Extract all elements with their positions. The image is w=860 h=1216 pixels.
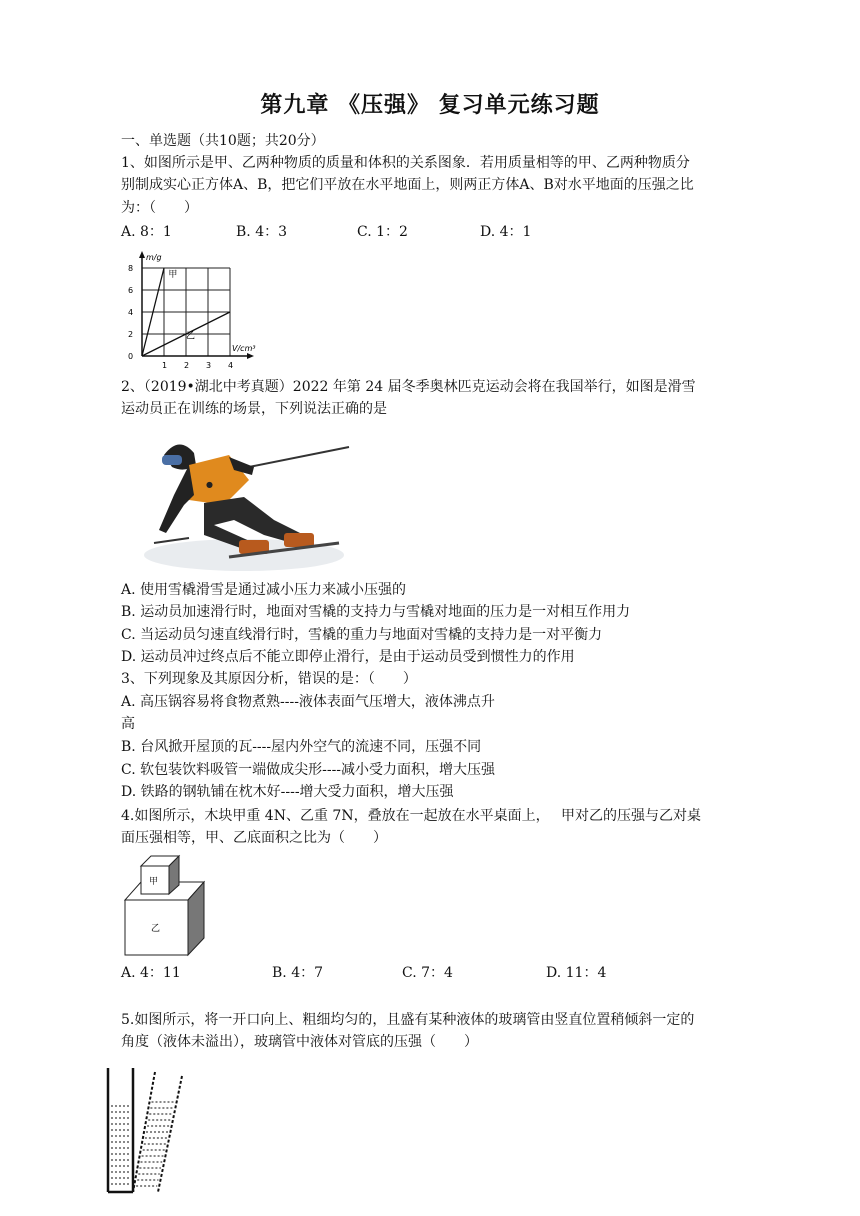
q3-option-a: A. 高压锅容易将食物煮熟----液体表面气压增大，液体沸点升: [121, 694, 495, 710]
q4-option-b: B. 4：7: [272, 965, 324, 981]
q2-option-c: C. 当运动员匀速直线滑行时，雪橇的重力与地面对雪橇的支持力是一对平衡力: [121, 627, 603, 643]
q1-option-c: C. 1：2: [357, 224, 408, 240]
arm-left: [159, 465, 194, 533]
tube-tilted-right-wall: [158, 1076, 182, 1192]
q2-option-d: D. 运动员冲过终点后不能立即停止滑行，是由于运动员受到惯性力的作用: [121, 649, 575, 665]
x-axis-arrow: [247, 353, 254, 359]
liquid-tilted: [136, 1102, 175, 1186]
q2-line-1: 2、（2019•湖北中考真题）2022 年第 24 届冬季奥林匹克运动会将在我国举行，如图是滑雪: [121, 379, 696, 395]
x-tick-label: 4: [228, 361, 234, 370]
q1-option-b: B. 4：3: [236, 224, 288, 240]
q4-line-1: 4.如图所示，木块甲重 4N、乙重 7N，叠放在一起放在水平桌面上， 甲对乙的压强与乙对桌: [121, 808, 702, 824]
q2-line-2: 运动员正在训练的场景，下列说法正确的是: [121, 401, 387, 417]
q4-option-d: D. 11：4: [546, 965, 607, 981]
y-tick-label: 0: [128, 352, 134, 361]
q3-option-c: C. 软包装饮料吸管一端做成尖形----减小受力面积，增大压强: [121, 762, 496, 778]
y-tick-label: 8: [128, 264, 134, 273]
y-axis-arrow: [139, 251, 145, 258]
x-axis-label: V/cm³: [232, 344, 256, 353]
series-label-0: 甲: [168, 269, 178, 280]
skier-image: [134, 425, 354, 575]
y-tick-label: 4: [128, 308, 134, 317]
mass-volume-graph: [118, 248, 268, 373]
q1-option-a: A. 8：1: [121, 224, 172, 240]
block-jia-label: 甲: [149, 877, 159, 887]
page-title: 第九章 《压强》 复习单元练习题: [260, 93, 600, 118]
bib-mark: ●: [206, 480, 213, 489]
q2-option-a: A. 使用雪橇滑雪是通过减小压力来减小压强的: [121, 582, 407, 598]
q5-line-2: 角度（液体未溢出），玻璃管中液体对管底的压强（ ）: [121, 1034, 478, 1050]
section-heading: 一、单选题（共10题；共20分）: [121, 133, 325, 149]
q1-line-2: 别制成实心正方体A、B，把它们平放在水平地面上，则两正方体A、B对水平地面的压强之比: [121, 177, 694, 193]
y-tick-label: 2: [128, 330, 134, 339]
q1-option-d: D. 4：1: [480, 224, 532, 240]
y-tick-label: 6: [128, 286, 134, 295]
q4-option-c: C. 7：4: [402, 965, 453, 981]
q5-line-1: 5.如图所示，将一开口向上、粗细均匀的，且盛有某种液体的玻璃管由竖直位置稍倾斜一定的: [121, 1012, 695, 1028]
series-label-1: 乙: [186, 331, 196, 342]
x-tick-label: 3: [206, 361, 212, 370]
liquid-vertical: [111, 1106, 131, 1184]
glass-tubes-figure: [100, 1062, 200, 1197]
q1-line-3: 为：（ ）: [121, 200, 198, 216]
q1-line-1: 1、如图所示是甲、乙两种物质的质量和体积的关系图象．若用质量相等的甲、乙两种物质分: [121, 155, 690, 171]
q3-option-a-cont: 高: [121, 716, 135, 732]
q4-line-2: 面压强相等，甲、乙底面积之比为（ ）: [121, 830, 387, 846]
q3-option-b: B. 台风掀开屋顶的瓦----屋内外空气的流速不同，压强不同: [121, 739, 482, 755]
block-yi-label: 乙: [151, 924, 161, 934]
q2-option-b: B. 运动员加速滑行时，地面对雪橇的支持力与雪橇对地面的压力是一对相互作用力: [121, 604, 631, 620]
goggles: [162, 455, 182, 465]
x-tick-label: 1: [162, 361, 168, 370]
y-axis-label: m/g: [146, 253, 162, 262]
x-tick-label: 2: [184, 361, 190, 370]
q4-option-a: A. 4：11: [121, 965, 181, 981]
boot-right: [284, 533, 314, 547]
q3-line-1: 3、下列现象及其原因分析，错误的是：（ ）: [121, 671, 417, 687]
q3-option-d: D. 铁路的钢轨铺在枕木好----增大受力面积，增大压强: [121, 784, 454, 800]
stacked-blocks-figure: [120, 852, 215, 960]
